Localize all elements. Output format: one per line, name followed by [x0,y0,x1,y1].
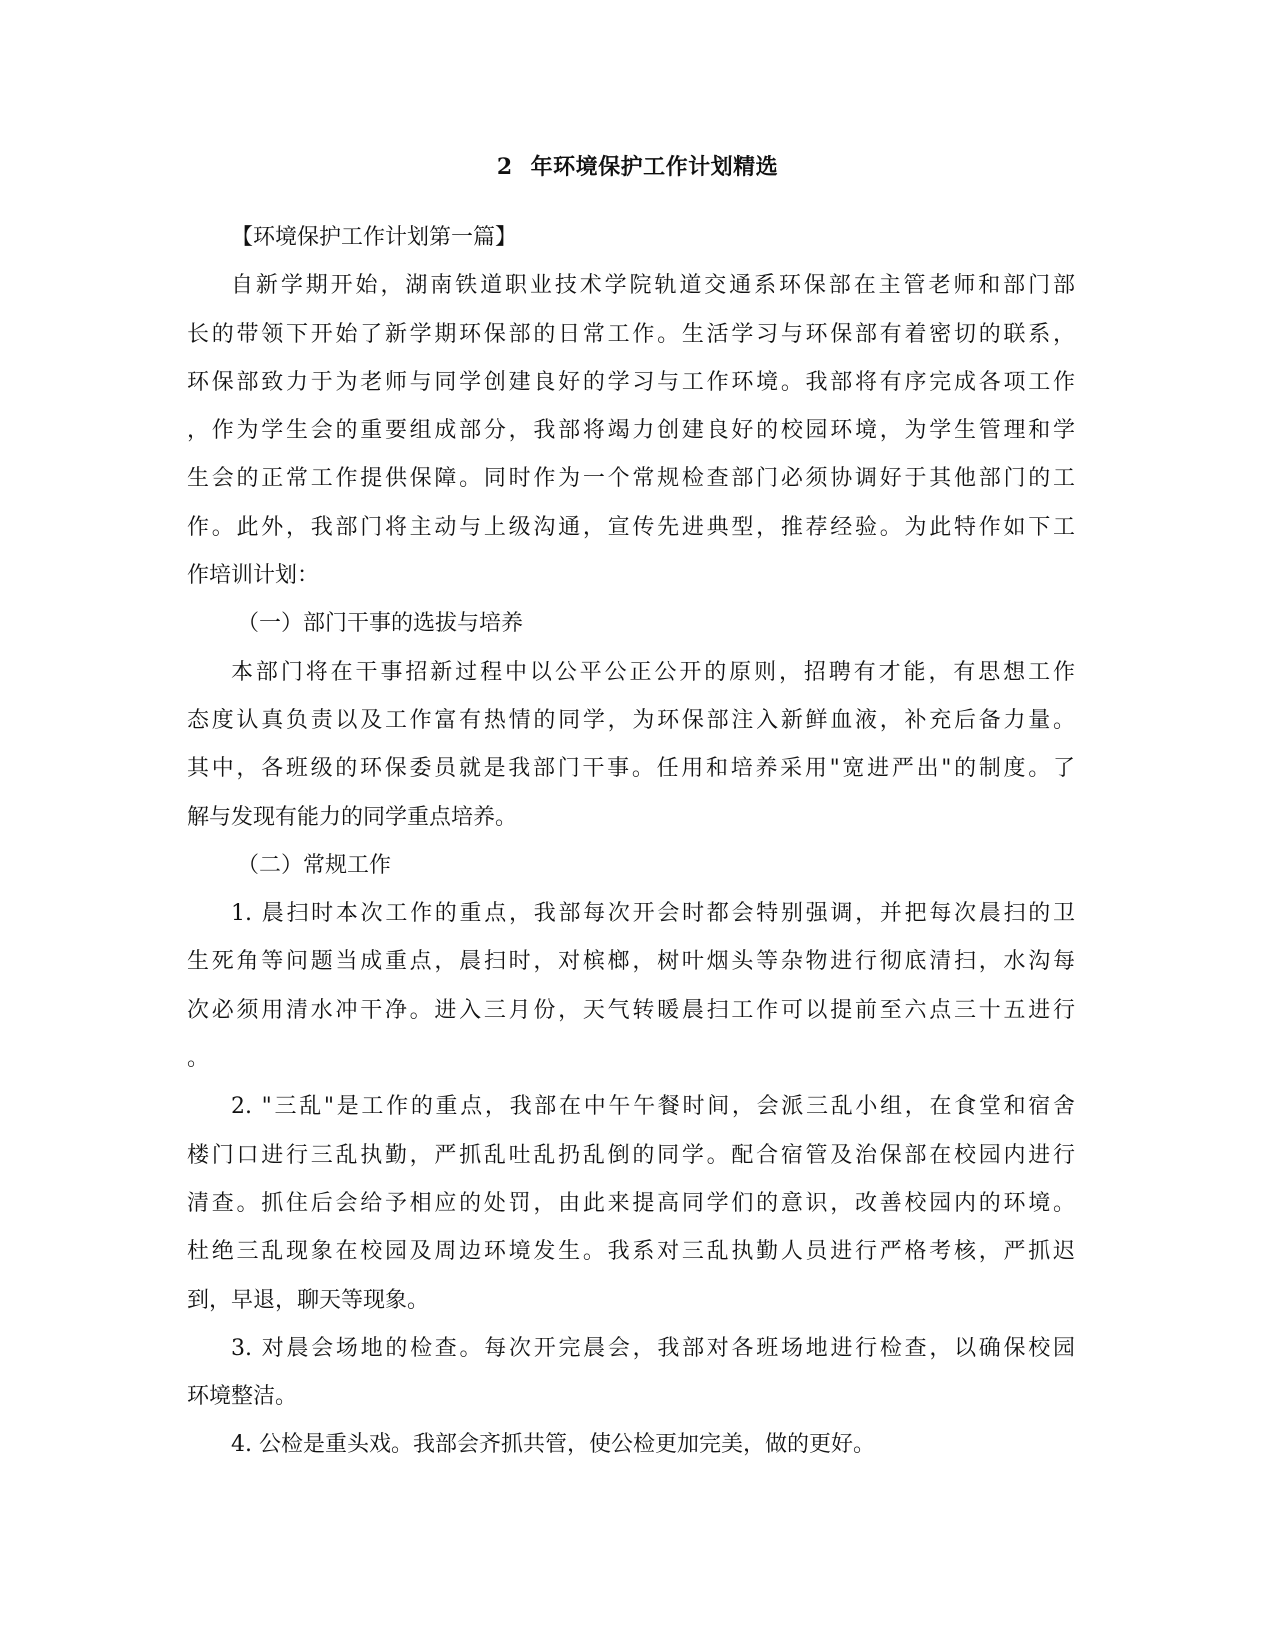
list-item-line: 环境整洁。 [187,1384,298,1410]
document-body [187,214,1075,1470]
list-item-line: 3. 对晨会场地的检查。每次开完晨会，我部对各班场地进行检查，以确保校园 [231,1335,1075,1361]
list-item-line: 生死角等问题当成重点，晨扫时，对槟榔，树叶烟头等杂物进行彻底清扫，水沟每 [187,949,1075,975]
section-heading: 【环境保护工作计划第一篇】 [231,225,518,250]
paragraph-line: 作。此外，我部门将主动与上级沟通，宣传先进典型，推荐经验。为此特作如下工 [187,514,1075,540]
list-item-line: 2. "三乱"是工作的重点，我部在中午午餐时间，会派三乱小组，在食堂和宿舍 [231,1094,1075,1120]
paragraph-line: 本部门将在干事招新过程中以公平公正公开的原则，招聘有才能，有思想工作 [231,659,1075,685]
title-text: 年环境保护工作计划精选 [530,154,779,180]
paragraph-line: 其中，各班级的环保委员就是我部门干事。任用和培养采用"宽进严出"的制度。了 [187,756,1075,782]
title-number: 2 [496,154,513,180]
list-item-line: 次必须用清水冲干净。进入三月份，天气转暖晨扫工作可以提前至六点三十五进行 [187,997,1075,1023]
list-item-line: 到，早退，聊天等现象。 [187,1287,430,1313]
paragraph-line: 自新学期开始，湖南铁道职业技术学院轨道交通系环保部在主管老师和部门部 [231,273,1075,299]
paragraph-line: 态度认真负责以及工作富有热情的同学，为环保部注入新鲜血液，补充后备力量。 [187,707,1075,733]
paragraph-line: ，作为学生会的重要组成部分，我部将竭力创建良好的校园环境，为学生管理和学 [187,418,1075,444]
paragraph-line: 环保部致力于为老师与同学创建良好的学习与工作环境。我部将有序完成各项工作 [187,369,1075,395]
list-item-line: 楼门口进行三乱执勤，严抓乱吐乱扔乱倒的同学。配合宿管及治保部在校园内进行 [187,1142,1075,1168]
subsection-heading: （二）常规工作 [237,852,392,878]
subsection-heading: （一）部门干事的选拔与培养 [237,611,524,637]
list-item-line: 清查。抓住后会给予相应的处罚，由此来提高同学们的意识，改善校园内的环境。 [187,1190,1075,1216]
list-item-line: 。 [187,1046,210,1072]
list-item-line: 杜绝三乱现象在校园及周边环境发生。我系对三乱执勤人员进行严格考核，严抓迟 [187,1239,1075,1265]
paragraph-line: 长的带领下开始了新学期环保部的日常工作。生活学习与环保部有着密切的联系， [187,321,1075,347]
paragraph-line: 生会的正常工作提供保障。同时作为一个常规检查部门必须协调好于其他部门的工 [187,466,1075,492]
paragraph-line: 作培训计划： [187,563,320,589]
document-title [0,150,1275,181]
list-item-line: 1. 晨扫时本次工作的重点，我部每次开会时都会特别强调，并把每次晨扫的卫 [231,901,1075,927]
paragraph-line: 解与发现有能力的同学重点培养。 [187,804,518,830]
list-item-line: 4. 公检是重头戏。我部会齐抓共管，使公检更加完美，做的更好。 [231,1432,875,1458]
